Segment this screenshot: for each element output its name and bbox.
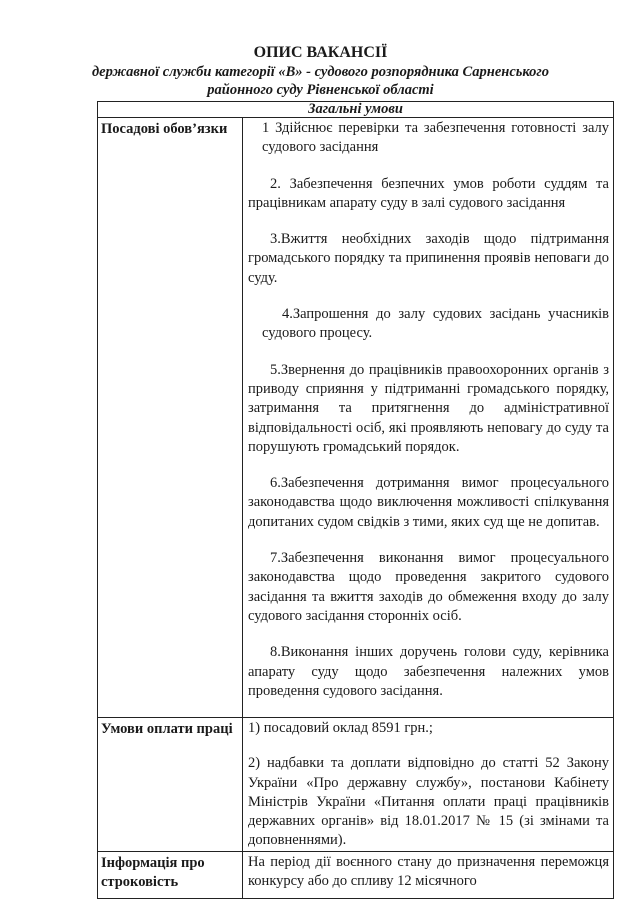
duty-item-3: 3.Вжиття необхідних заходів щодо підтримання громадського порядку та припинення проявів неповаги до суду.	[248, 231, 609, 286]
duties-row	[98, 118, 614, 718]
document-subtitle-line1: державної служби категорії «В» - судового розпорядника Сарненського	[91, 64, 550, 80]
duties-label: Посадові обов’язки	[98, 118, 243, 718]
duty-item-6: 6.Забезпечення дотримання вимог процесуального законодавства щодо виключення можливості спілкування допитаних судом свідків з тими, яких суд ще не допитав.	[248, 475, 609, 530]
section-row	[98, 102, 614, 118]
duty-item-5: 5.Звернення до працівників правоохоронних органів з приводу сприяння у підтриманні громадського порядку, затримання та притягнення до адміністративної відповідальності осіб, які проявляють неповагу до суду та порушують громадський порядок.	[248, 361, 609, 455]
term-label-line2: строковість	[101, 873, 179, 890]
document-subtitle-line2: районного суду Рівненської області	[207, 82, 434, 98]
pay-item-1: 1) посадовий оклад 8591 грн.;	[248, 720, 433, 736]
vacancy-table	[97, 101, 614, 899]
duties-value	[243, 118, 614, 718]
pay-row	[98, 718, 614, 852]
term-row	[98, 851, 614, 898]
term-value	[243, 851, 614, 898]
document-title: ОПИС ВАКАНСІЇ	[253, 44, 388, 61]
term-label-line1: Інформація про	[101, 854, 205, 871]
duty-item-1: 1 Здійснює перевірки та забезпечення готовності залу судового засідання	[262, 120, 609, 156]
term-label	[98, 851, 243, 898]
section-title: Загальні умови	[98, 102, 614, 118]
pay-item-2: 2) надбавки та доплати відповідно до статті 52 Закону України «Про державну службу», постанови Кабінету Міністрів України «Питання оплати праці працівників державних органів» від 18.01.2017 № 15 (зі змінами та доповненнями).	[248, 755, 609, 849]
pay-label: Умови оплати праці	[98, 718, 243, 852]
duty-item-2: 2. Забезпечення безпечних умов роботи суддям та працівникам апарату суду в залі судового засідання	[248, 175, 609, 211]
term-text: На період дії воєнного стану до призначення переможця конкурсу або до спливу 12 місячного	[248, 853, 609, 890]
duty-item-4: 4.Запрошення до залу судових засідань учасників судового процесу.	[262, 306, 609, 342]
pay-value	[243, 718, 614, 852]
duty-item-8: 8.Виконання інших доручень голови суду, керівника апарату суду щодо забезпечення належних умов проведення судового засідання.	[248, 644, 609, 699]
duty-item-7: 7.Забезпечення виконання вимог процесуального законодавства щодо проведення закритого судового засідання та вжиття заходів до обмеження входу до залу судового засідання сторонніх осіб.	[248, 550, 609, 624]
